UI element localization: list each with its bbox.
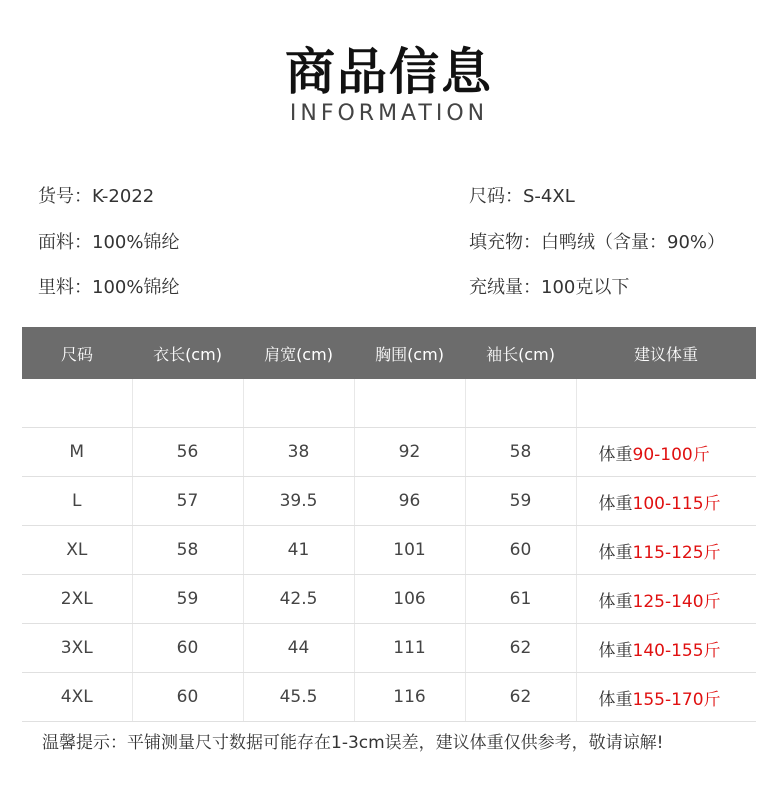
- weight-range: 90-100斤: [632, 444, 710, 465]
- table-cell-chest: 106: [354, 575, 465, 624]
- table-cell-weight: [576, 575, 756, 624]
- info-value: S-4XL: [523, 186, 575, 207]
- table-cell-length: 60: [132, 624, 243, 673]
- weight-prefix: 体重: [598, 591, 633, 612]
- table-cell-weight: [576, 428, 756, 477]
- table-row: [22, 428, 756, 477]
- table-cell-sleeve: 62: [465, 624, 576, 673]
- col-header-shoulder: 肩宽(cm): [243, 327, 354, 379]
- info-lining: [38, 276, 179, 300]
- table-cell-length: 58: [132, 526, 243, 575]
- table-cell-size: 4XL: [22, 673, 132, 722]
- weight-range: 115-125斤: [632, 542, 721, 563]
- table-cell-length: 60: [132, 673, 243, 722]
- col-header-length: 衣长(cm): [132, 327, 243, 379]
- table-cell-shoulder: 38: [243, 428, 354, 477]
- info-label: 面料：: [38, 232, 92, 253]
- info-fabric: [38, 231, 179, 255]
- page-title: 商品信息: [285, 43, 493, 101]
- table-cell-size: XL: [22, 526, 132, 575]
- col-header-chest: 胸围(cm): [354, 327, 465, 379]
- col-header-sleeve: 袖长(cm): [465, 327, 576, 379]
- table-cell-sleeve: 62: [465, 673, 576, 722]
- col-header-weight: 建议体重: [576, 327, 756, 379]
- table-cell-shoulder: 39.5: [243, 477, 354, 526]
- table-cell-length: 56: [132, 428, 243, 477]
- info-value: 白鸭绒（含量：90%）: [541, 232, 726, 253]
- page-subtitle: INFORMATION: [289, 101, 489, 126]
- table-row: [22, 575, 756, 624]
- col-header-size: 尺码: [22, 327, 132, 379]
- info-fill-weight: [469, 276, 629, 300]
- info-value: 100%锦纶: [92, 277, 180, 298]
- table-cell-weight: [576, 477, 756, 526]
- table-cell-weight: [576, 624, 756, 673]
- table-cell-chest: 101: [354, 526, 465, 575]
- info-value: 100%锦纶: [92, 232, 180, 253]
- table-cell-chest: 92: [354, 428, 465, 477]
- table-cell-sleeve: 58: [465, 428, 576, 477]
- table-cell-length: 59: [132, 575, 243, 624]
- weight-prefix: 体重: [598, 640, 633, 661]
- info-label: 里料：: [38, 277, 92, 298]
- table-cell: [354, 379, 465, 428]
- table-cell-sleeve: 61: [465, 575, 576, 624]
- info-value: K-2022: [92, 186, 155, 207]
- table-header-row: [22, 327, 756, 379]
- info-value: 100克以下: [541, 277, 630, 298]
- info-filling: [469, 231, 725, 255]
- table-cell-length: 57: [132, 477, 243, 526]
- table-cell-chest: 116: [354, 673, 465, 722]
- weight-range: 140-155斤: [632, 640, 721, 661]
- info-label: 充绒量：: [469, 277, 541, 298]
- table-cell-shoulder: 44: [243, 624, 354, 673]
- table-cell-sleeve: 60: [465, 526, 576, 575]
- table-row: [22, 624, 756, 673]
- info-label: 填充物：: [469, 232, 541, 253]
- table-row: [22, 673, 756, 722]
- table-cell-chest: 96: [354, 477, 465, 526]
- info-size: [469, 185, 575, 209]
- weight-prefix: 体重: [598, 444, 633, 465]
- weight-range: 125-140斤: [632, 591, 721, 612]
- info-label: 尺码：: [469, 186, 523, 207]
- info-item-no: [38, 185, 154, 209]
- table-cell-size: 2XL: [22, 575, 132, 624]
- table-cell-shoulder: 42.5: [243, 575, 354, 624]
- table-cell-weight: [576, 526, 756, 575]
- table-row: [22, 477, 756, 526]
- table-row: [22, 526, 756, 575]
- table-cell-chest: 111: [354, 624, 465, 673]
- table-cell-shoulder: 41: [243, 526, 354, 575]
- weight-prefix: 体重: [598, 542, 633, 563]
- weight-range: 155-170斤: [632, 689, 721, 710]
- table-cell-size: 3XL: [22, 624, 132, 673]
- table-row-blank: [22, 379, 756, 428]
- table-cell-size: L: [22, 477, 132, 526]
- table-cell: [22, 379, 132, 428]
- weight-prefix: 体重: [598, 493, 633, 514]
- weight-range: 100-115斤: [632, 493, 721, 514]
- table-cell: [243, 379, 354, 428]
- table-cell-weight: [576, 673, 756, 722]
- table-cell: [132, 379, 243, 428]
- table-cell: [465, 379, 576, 428]
- weight-prefix: 体重: [598, 689, 633, 710]
- table-cell: [576, 379, 756, 428]
- info-label: 货号：: [38, 186, 92, 207]
- measurement-note: 温馨提示：平铺测量尺寸数据可能存在1-3cm误差，建议体重仅供参考，敬请谅解!: [42, 733, 664, 753]
- table-cell-sleeve: 59: [465, 477, 576, 526]
- table-cell-size: M: [22, 428, 132, 477]
- size-table: [22, 327, 756, 722]
- table-cell-shoulder: 45.5: [243, 673, 354, 722]
